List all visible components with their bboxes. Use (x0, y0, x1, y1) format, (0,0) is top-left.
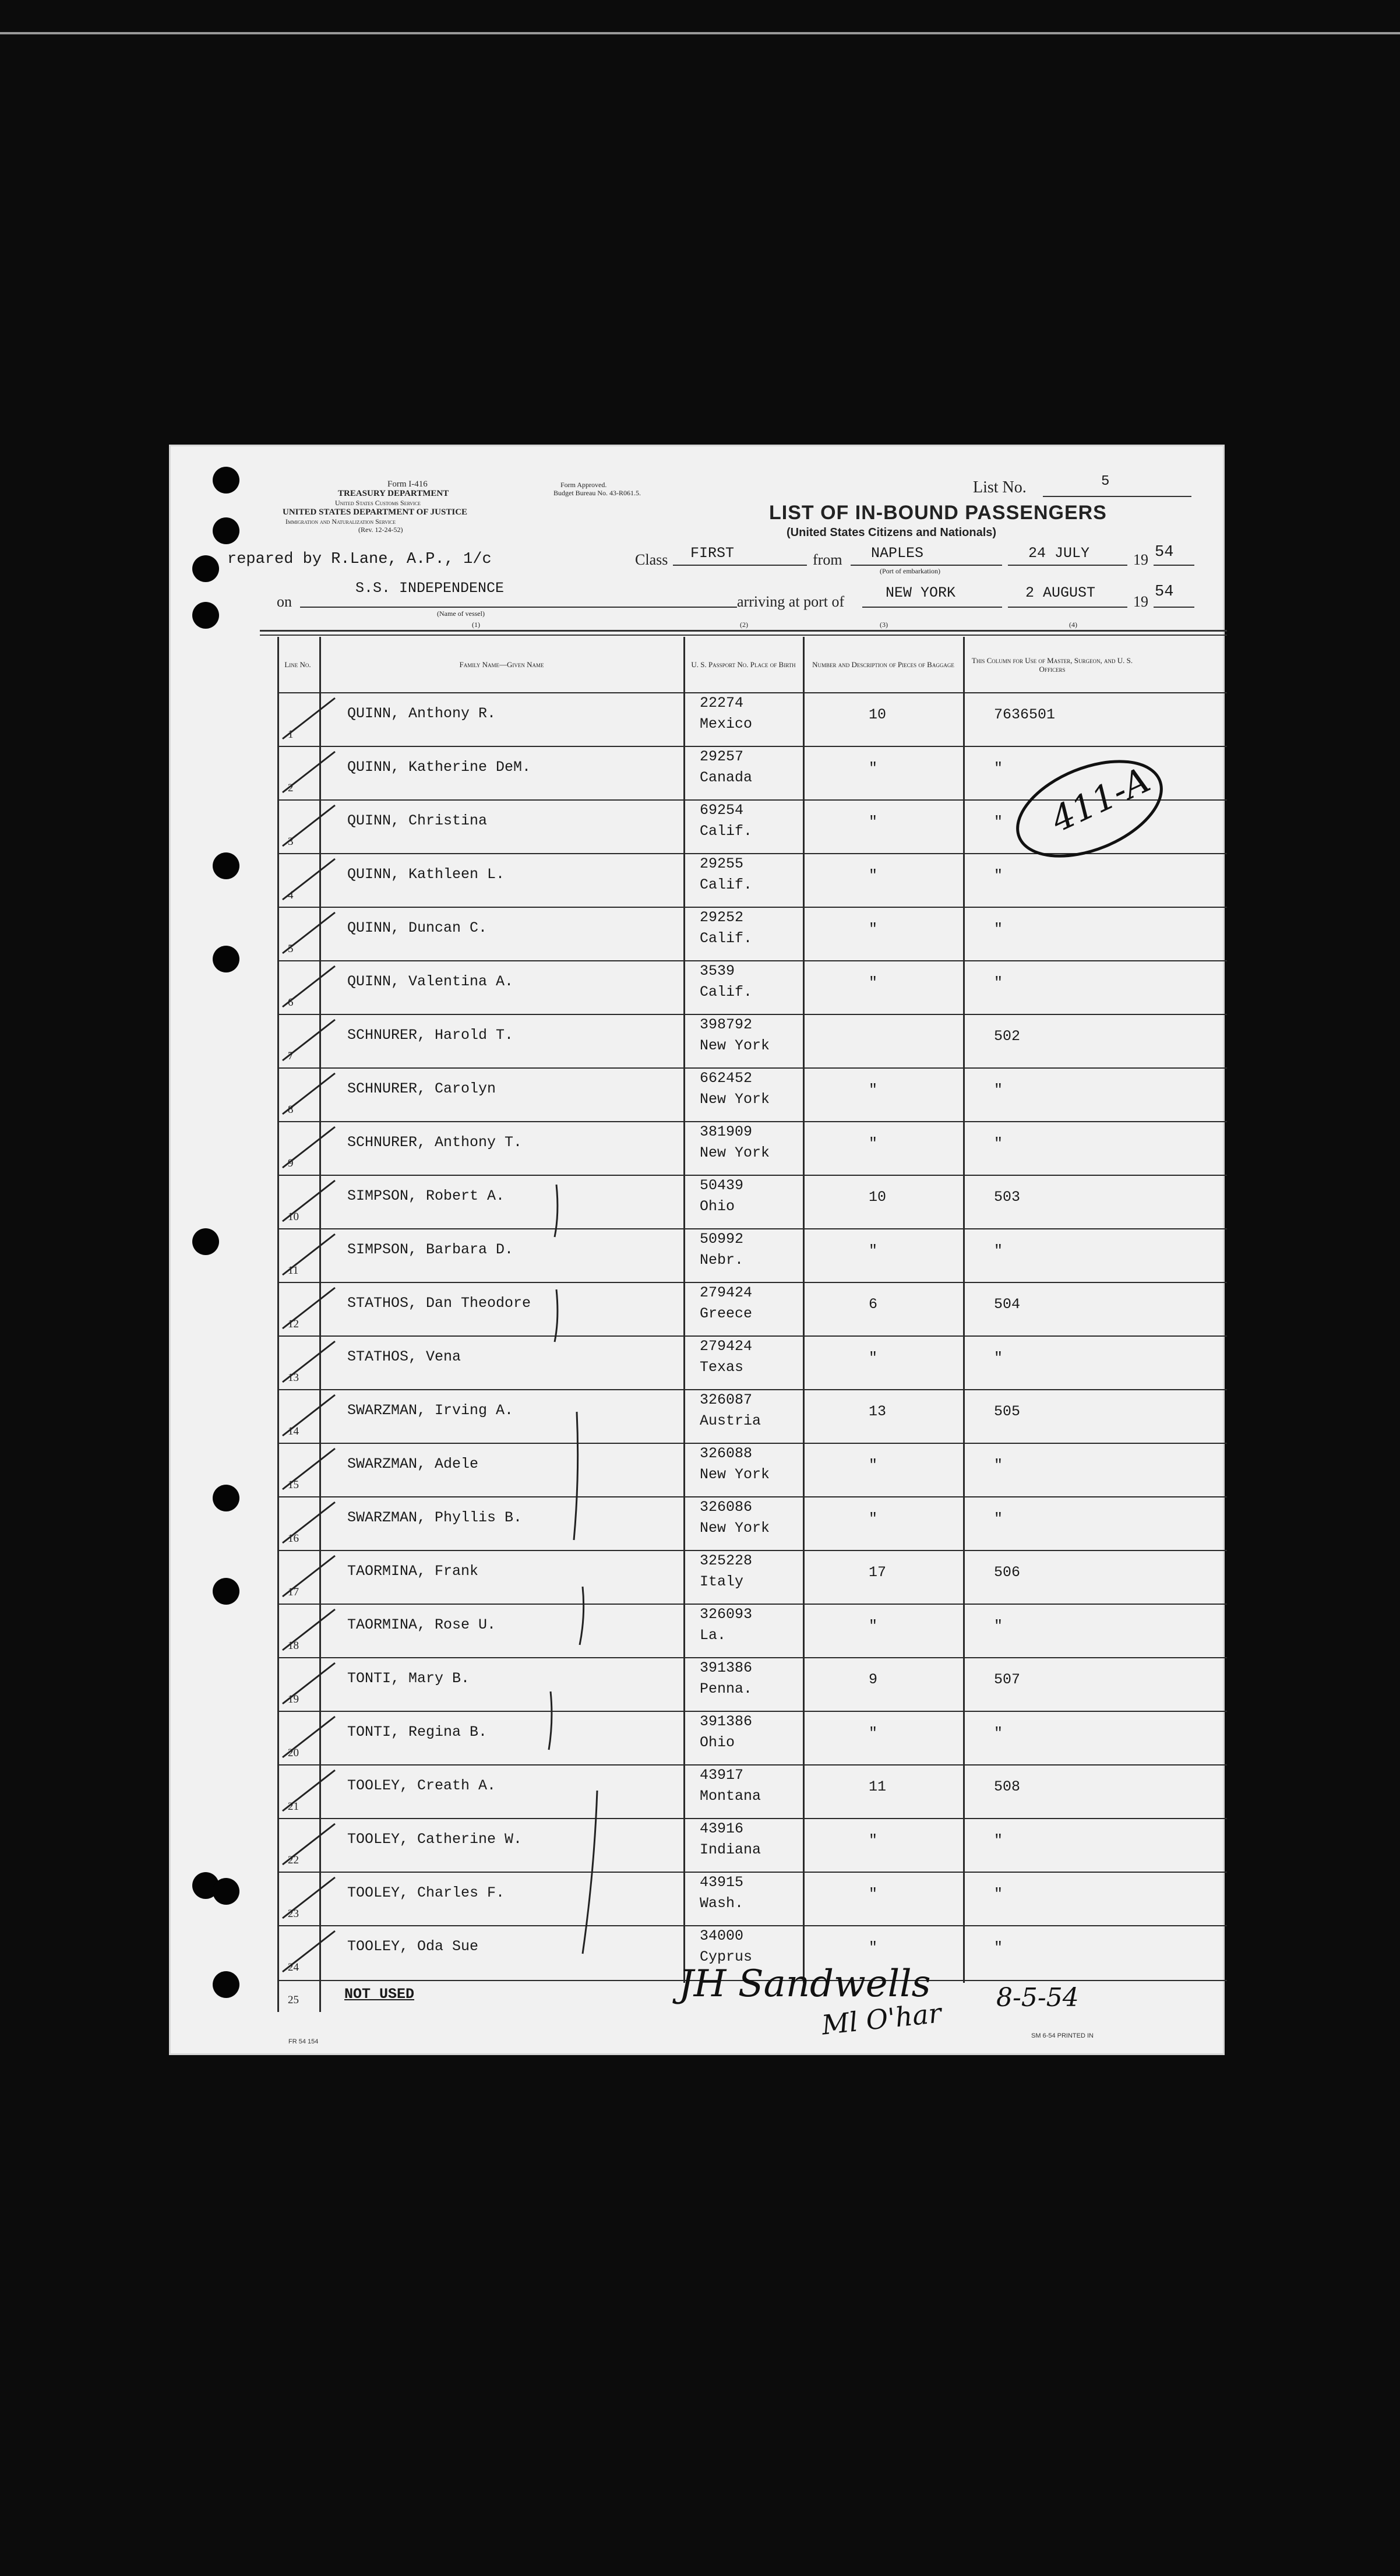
baggage-count: " (869, 1135, 878, 1152)
line-number: 24 (288, 1961, 299, 1974)
place-of-birth: Indiana (700, 1841, 761, 1858)
tick-mark (283, 1073, 335, 1114)
place-of-birth: New York (700, 1037, 770, 1054)
line-number: 18 (288, 1640, 299, 1652)
passport-number: 279424 (700, 1284, 753, 1301)
baggage-count: " (869, 1725, 878, 1742)
tick-mark (283, 1234, 335, 1275)
checkmark-ticks (280, 637, 350, 2012)
passenger-name: SCHNURER, Anthony T. (347, 1134, 523, 1151)
col-header-baggage: Number and Description of Pieces of Baggage (812, 660, 954, 669)
passenger-name: SCHNURER, Harold T. (347, 1027, 514, 1044)
punch-hole (192, 555, 219, 582)
officer-reference: 505 (994, 1403, 1021, 1420)
officer-reference: 504 (994, 1296, 1021, 1313)
place-of-birth: Mexico (700, 716, 753, 732)
baggage-count: " (869, 760, 878, 777)
class-label: Class (635, 551, 668, 568)
form-number: Form I-416 (387, 480, 428, 489)
passport-number: 43915 (700, 1874, 744, 1891)
punch-hole (213, 1578, 239, 1605)
tick-mark (283, 912, 335, 953)
vessel-underline (300, 607, 737, 608)
line-number: 2 (288, 782, 294, 794)
baggage-count: " (869, 921, 878, 938)
place-of-birth: Austria (700, 1412, 761, 1429)
tick-mark (283, 1395, 335, 1436)
officer-reference: " (994, 1135, 1003, 1152)
class-underline (673, 565, 807, 566)
passenger-name: QUINN, Valentina A. (347, 973, 514, 990)
passport-number: 43916 (700, 1820, 744, 1837)
passenger-name: SWARZMAN, Adele (347, 1456, 479, 1472)
tick-mark (283, 859, 335, 900)
depart-year: 54 (1155, 544, 1174, 561)
punch-hole (213, 946, 239, 972)
year-prefix-2: 19 (1133, 593, 1148, 610)
arrival-date-underline (1008, 607, 1127, 608)
passenger-name: QUINN, Katherine DeM. (347, 759, 531, 776)
date-mark: 8-5-54 (996, 1983, 1079, 2013)
col-number-3: (3) (880, 621, 888, 629)
place-of-birth: New York (700, 1144, 770, 1161)
line-number: 3 (288, 836, 294, 848)
place-of-birth: Cyprus (700, 1948, 753, 1965)
line-number: 8 (288, 1104, 294, 1116)
passenger-name: TOOLEY, Creath A. (347, 1777, 496, 1794)
tick-mark (283, 1556, 335, 1597)
passenger-name: SWARZMAN, Irving A. (347, 1402, 514, 1419)
arriving-label: arriving at port of (737, 593, 845, 610)
passenger-name: SIMPSON, Robert A. (347, 1187, 505, 1204)
passenger-name: STATHOS, Vena (347, 1348, 461, 1365)
place-of-birth: Penna. (700, 1680, 753, 1697)
officer-reference: 507 (994, 1671, 1021, 1688)
baggage-count: " (869, 1832, 878, 1849)
officer-reference: 506 (994, 1564, 1021, 1581)
officer-reference: 7636501 (994, 706, 1056, 723)
place-of-birth: Greece (700, 1305, 753, 1322)
place-of-birth: Montana (700, 1788, 761, 1805)
officer-reference: 508 (994, 1778, 1021, 1795)
passport-number: 69254 (700, 802, 744, 819)
officer-reference: " (994, 1242, 1003, 1259)
vessel-note: (Name of vessel) (437, 609, 485, 618)
place-of-birth: Wash. (700, 1895, 744, 1912)
place-of-birth: Nebr. (700, 1252, 744, 1268)
baggage-count: 10 (869, 706, 887, 723)
table-top-rule-2 (260, 635, 1227, 636)
line-number: 5 (288, 943, 294, 955)
tick-mark (283, 966, 335, 1007)
line-number: 14 (288, 1425, 299, 1437)
officer-reference: 503 (994, 1189, 1021, 1206)
baggage-count: " (869, 1510, 878, 1527)
tick-mark (283, 1609, 335, 1650)
circled-mark: 411-A (1045, 759, 1156, 841)
budget-bureau: Budget Bureau No. 43-R061.5. (553, 489, 641, 497)
place-of-birth: Calif. (700, 984, 753, 1000)
page-title: LIST OF IN-BOUND PASSENGERS (769, 502, 1107, 524)
passenger-name: TOOLEY, Charles F. (347, 1884, 505, 1901)
from-label: from (813, 551, 842, 568)
line-number: 19 (288, 1693, 299, 1705)
punch-hole (213, 1878, 239, 1905)
officer-reference: " (994, 1939, 1003, 1956)
passport-number: 326093 (700, 1606, 753, 1623)
line-number: 12 (288, 1318, 299, 1330)
baggage-count: " (869, 1939, 878, 1956)
passenger-name: SWARZMAN, Phyllis B. (347, 1509, 523, 1526)
page-subtitle: (United States Citizens and Nationals) (787, 526, 997, 539)
officer-reference: " (994, 1725, 1003, 1742)
bracket-marks (548, 1173, 839, 1989)
passenger-name: TAORMINA, Frank (347, 1563, 479, 1580)
officer-reference: " (994, 867, 1003, 884)
baggage-count: " (869, 1349, 878, 1366)
baggage-count: " (869, 1242, 878, 1259)
tick-mark (283, 1824, 335, 1865)
col-number-4: (4) (1069, 621, 1077, 629)
table-top-rule (260, 630, 1227, 632)
line-number: 23 (288, 1908, 299, 1920)
line-number: 17 (288, 1586, 299, 1598)
passport-number: 381909 (700, 1123, 753, 1140)
not-used-label: NOT USED (344, 1986, 415, 2003)
passport-number: 391386 (700, 1713, 753, 1730)
tick-mark (283, 1931, 335, 1972)
col-number-2: (2) (740, 621, 748, 629)
vessel-name: S.S. INDEPENDENCE (355, 580, 505, 597)
punch-hole (213, 517, 239, 544)
passport-number: 29255 (700, 855, 744, 872)
passenger-name: TONTI, Regina B. (347, 1724, 488, 1740)
place-of-birth: Italy (700, 1573, 744, 1590)
baggage-count: 11 (869, 1778, 887, 1795)
passenger-name: STATHOS, Dan Theodore (347, 1295, 531, 1312)
passport-number: 325228 (700, 1552, 753, 1569)
line-number: 21 (288, 1800, 299, 1813)
baggage-count: " (869, 974, 878, 991)
year-underline (1154, 565, 1194, 566)
date-underline (1008, 565, 1127, 566)
place-of-birth: Calif. (700, 823, 753, 840)
officer-reference: " (994, 1510, 1003, 1527)
place-of-birth: New York (700, 1091, 770, 1108)
customs-service: United States Customs Service (335, 499, 421, 507)
passport-number: 326088 (700, 1445, 753, 1462)
baggage-count: " (869, 1457, 878, 1474)
col-header-line: Line No. (284, 660, 311, 669)
passport-number: 50992 (700, 1231, 744, 1248)
arrival-port: NEW YORK (886, 584, 956, 601)
on-label: on (277, 593, 292, 610)
officer-reference: " (994, 1886, 1003, 1902)
table-row (277, 692, 1227, 747)
punch-hole (213, 1485, 239, 1511)
list-no-label: List No. (973, 478, 1027, 496)
place-of-birth: New York (700, 1520, 770, 1537)
passport-number: 398792 (700, 1016, 753, 1033)
place-of-birth: Canada (700, 769, 753, 786)
passport-number: 279424 (700, 1338, 753, 1355)
table-row (277, 907, 1227, 961)
place-of-birth: Calif. (700, 876, 753, 893)
col-header-name: Family Name—Given Name (459, 660, 544, 669)
year-underline-2 (1154, 607, 1194, 608)
line-number: 25 (288, 1994, 299, 2006)
form-approved: Form Approved. (560, 481, 607, 489)
depart-date: 24 JULY (1028, 545, 1090, 562)
punch-hole (192, 1228, 219, 1255)
line-number: 16 (288, 1532, 299, 1545)
baggage-count: " (869, 1081, 878, 1098)
officer-reference: " (994, 921, 1003, 938)
embark-port: NAPLES (871, 545, 924, 562)
place-of-birth: La. (700, 1627, 727, 1644)
place-of-birth: Calif. (700, 930, 753, 947)
table-row (277, 1014, 1227, 1069)
table-row (277, 960, 1227, 1015)
line-number: 10 (288, 1211, 299, 1223)
form-revision: (Rev. 12-24-52) (358, 526, 403, 534)
list-no-value: 5 (1101, 474, 1110, 489)
ins-service: Immigration and Naturalization Service (285, 517, 396, 526)
line-number: 13 (288, 1372, 299, 1384)
from-underline (851, 565, 1002, 566)
tick-mark (283, 1502, 335, 1543)
embark-note: (Port of embarkation) (880, 567, 940, 575)
passenger-name: TAORMINA, Rose U. (347, 1616, 496, 1633)
officer-reference: " (994, 974, 1003, 991)
passenger-name: TOOLEY, Oda Sue (347, 1938, 479, 1955)
table-row (277, 1067, 1227, 1122)
col-header-passport: U. S. Passport No. Place of Birth (691, 660, 796, 669)
arrival-date: 2 AUGUST (1025, 584, 1096, 601)
officer-initials: Ml O'har (820, 1997, 943, 2041)
line-number: 15 (288, 1479, 299, 1491)
tick-mark (283, 1663, 335, 1704)
baggage-count: 6 (869, 1296, 878, 1313)
passport-number: 50439 (700, 1177, 744, 1194)
line-number: 22 (288, 1854, 299, 1866)
table-row (277, 1121, 1227, 1176)
footer-left: FR 54 154 (288, 2038, 319, 2045)
officer-reference: " (994, 1618, 1003, 1634)
passenger-list-page (169, 445, 1225, 2055)
line-number: 6 (288, 996, 294, 1009)
passenger-name: TOOLEY, Catherine W. (347, 1831, 523, 1848)
punch-hole (213, 1971, 239, 1998)
list-no-underline (1043, 496, 1191, 497)
line-number: 9 (288, 1157, 294, 1169)
treasury-dept: TREASURY DEPARTMENT (338, 489, 449, 498)
baggage-count: 10 (869, 1189, 887, 1206)
line-number: 11 (288, 1264, 299, 1277)
prepared-by: repared by R.Lane, A.P., 1/c (227, 551, 492, 568)
place-of-birth: Ohio (700, 1734, 735, 1751)
col-header-officers: This Column for Use of Master, Surgeon, and U. S. Officers (971, 656, 1133, 674)
baggage-count: " (869, 813, 878, 830)
punch-hole (192, 602, 219, 629)
passport-number: 3539 (700, 963, 735, 979)
baggage-count: " (869, 1618, 878, 1634)
officer-reference: " (994, 1349, 1003, 1366)
passport-number: 22274 (700, 695, 744, 711)
passenger-name: SCHNURER, Carolyn (347, 1080, 496, 1097)
officer-reference: " (994, 760, 1003, 777)
passport-number: 34000 (700, 1927, 744, 1944)
tick-mark (283, 1717, 335, 1757)
port-underline (862, 607, 1002, 608)
baggage-count: 17 (869, 1564, 887, 1581)
tick-mark (283, 698, 335, 739)
passport-number: 43917 (700, 1767, 744, 1784)
place-of-birth: New York (700, 1466, 770, 1483)
arrival-year: 54 (1155, 583, 1174, 601)
line-number: 1 (288, 728, 294, 741)
officer-reference: " (994, 1457, 1003, 1474)
tick-mark (283, 1770, 335, 1811)
officer-reference: " (994, 813, 1003, 830)
passenger-name: QUINN, Anthony R. (347, 705, 496, 722)
tick-mark (283, 805, 335, 846)
film-frame-line (0, 32, 1400, 34)
tick-mark (283, 1877, 335, 1918)
line-number: 20 (288, 1747, 299, 1759)
officer-reference: " (994, 1832, 1003, 1849)
signature: JH Sandwells (679, 1962, 931, 2006)
line-number: 7 (288, 1050, 294, 1062)
place-of-birth: Ohio (700, 1198, 735, 1215)
passenger-name: SIMPSON, Barbara D. (347, 1241, 514, 1258)
tick-mark (283, 1449, 335, 1489)
passport-number: 662452 (700, 1070, 753, 1087)
justice-dept: UNITED STATES DEPARTMENT OF JUSTICE (283, 508, 468, 517)
line-number: 4 (288, 889, 294, 901)
tick-mark (283, 1288, 335, 1328)
tick-mark (283, 752, 335, 792)
passport-number: 326086 (700, 1499, 753, 1516)
year-prefix: 19 (1133, 551, 1148, 568)
place-of-birth: Texas (700, 1359, 744, 1376)
footer-right: SM 6-54 PRINTED IN (1031, 2032, 1094, 2039)
baggage-count: " (869, 867, 878, 884)
passport-number: 391386 (700, 1659, 753, 1676)
passport-number: 29257 (700, 748, 744, 765)
baggage-count: 9 (869, 1671, 878, 1688)
passenger-name: QUINN, Christina (347, 812, 488, 829)
class-value: FIRST (690, 545, 735, 562)
passenger-name: QUINN, Duncan C. (347, 919, 488, 936)
passport-number: 29252 (700, 909, 744, 926)
punch-hole (213, 467, 239, 494)
passenger-name: TONTI, Mary B. (347, 1670, 470, 1687)
tick-mark (283, 1180, 335, 1221)
col-number-1: (1) (472, 621, 480, 629)
baggage-count: " (869, 1886, 878, 1902)
baggage-count: 13 (869, 1403, 887, 1420)
punch-hole (213, 852, 239, 879)
officer-reference: 502 (994, 1028, 1021, 1045)
officer-reference: " (994, 1081, 1003, 1098)
tick-mark (283, 1341, 335, 1382)
passenger-name: QUINN, Kathleen L. (347, 866, 505, 883)
tick-mark (283, 1020, 335, 1060)
passport-number: 326087 (700, 1391, 753, 1408)
tick-mark (283, 1127, 335, 1168)
